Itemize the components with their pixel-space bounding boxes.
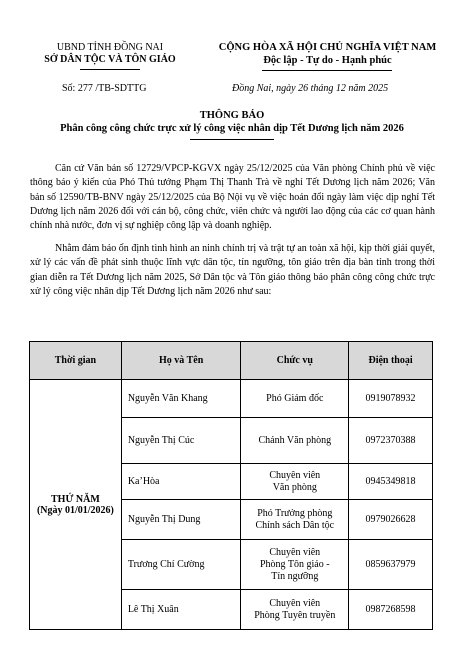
position-line: Phòng Tôn giáo - <box>260 558 330 570</box>
document-number: Số: 277 /TB-SDTTG <box>62 83 147 94</box>
national-title: CỘNG HÒA XÃ HỘI CHỦ NGHĨA VIỆT NAM <box>218 42 437 53</box>
duty-roster-table <box>29 341 433 630</box>
position-line: Chính sách Dân tộc <box>255 519 335 531</box>
national-motto: Độc lập - Tự do - Hạnh phúc <box>263 55 392 66</box>
position-line: Chuyên viên <box>269 546 321 558</box>
staff-phone: 0979026628 <box>349 500 433 540</box>
document-subtitle: Phân công công chức trực xử lý công việc nhân dịp Tết Dương lịch năm 2026 <box>60 123 404 134</box>
position-line: Văn phòng <box>272 481 317 493</box>
staff-name: Nguyễn Văn Khang <box>121 380 241 418</box>
position-line: Chuyên viên <box>269 469 321 481</box>
table-row <box>30 380 433 418</box>
document-title: THÔNG BÁO <box>199 110 265 121</box>
staff-position <box>241 464 349 500</box>
paragraph-purpose: Nhằm đảm bảo ổn định tình hình an ninh chính trị và trật tự an toàn xã hội, kịp thời giải quyết, xử lý các vấn đề phát sinh thuộc lĩnh vực dân tộc, tín ngưỡng, tôn giáo trên địa bàn tỉnh trong thời gian diễn ra Tết Dương lịch năm 2025, Sở Dân tộc và Tôn giáo thông báo phân công công chức trực xử lý công việc nhân dịp Tết Dương lịch năm 2026 như sau: <box>30 243 435 297</box>
staff-phone: 0919078932 <box>349 380 433 418</box>
staff-name: Nguyễn Thị Dung <box>121 500 241 540</box>
header-phone: Điện thoại <box>349 342 433 380</box>
staff-position <box>241 590 349 630</box>
issuing-org: SỞ DÂN TỘC VÀ TÔN GIÁO <box>44 54 176 65</box>
staff-position <box>241 500 349 540</box>
position-line: Tín ngưỡng <box>271 570 319 582</box>
staff-phone: 0945349818 <box>349 464 433 500</box>
staff-position <box>241 540 349 590</box>
position-line: Chuyên viên <box>269 597 321 609</box>
header-position: Chức vụ <box>241 342 349 380</box>
staff-name: Nguyễn Thị Cúc <box>121 418 241 464</box>
org-underline <box>80 69 140 70</box>
staff-position: Chánh Văn phòng <box>241 418 349 464</box>
staff-name: Trương Chí Cường <box>121 540 241 590</box>
duty-day-cell <box>30 380 122 630</box>
staff-phone: 0859637979 <box>349 540 433 590</box>
motto-underline <box>262 70 392 71</box>
paragraph-legal-basis: Căn cứ Văn bản số 12729/VPCP-KGVX ngày 25/12/2025 của Văn phòng Chính phủ về việc thông báo ý kiến của Phó Thủ tướng Phạm Thị Thanh Trà về nghỉ Tết Dương lịch năm 2026; Văn bản số 12590/TB-BNV ngày 25/12/2025 của Bộ Nội vụ về việc hoán đổi ngày làm việc dịp nghỉ Tết Dương lịch năm 2026 đối với cán bộ, công chức, viên chức và người lao động của các cơ quan hành chính nhà nước, đơn vị sự nghiệp công lập và doanh nghiệp. <box>30 163 435 232</box>
title-underline <box>190 139 274 140</box>
duty-date: (Ngày 01/01/2026) <box>36 504 114 516</box>
header-time: Thời gian <box>30 342 122 380</box>
issuing-org-parent: UBND TỈNH ĐỒNG NAI <box>56 42 164 53</box>
duty-weekday: THỨ NĂM <box>51 493 100 505</box>
table-header-row <box>30 342 433 380</box>
document-date: Đồng Nai, ngày 26 tháng 12 năm 2025 <box>232 83 389 94</box>
header-name: Họ và Tên <box>121 342 241 380</box>
staff-phone: 0972370388 <box>349 418 433 464</box>
position-line: Phòng Tuyên truyền <box>254 609 336 621</box>
staff-phone: 0987268598 <box>349 590 433 630</box>
staff-name: Lê Thị Xuân <box>121 590 241 630</box>
staff-name: Ka’Hòa <box>121 464 241 500</box>
staff-position: Phó Giám đốc <box>241 380 349 418</box>
position-line: Phó Trưởng phòng <box>257 507 333 519</box>
